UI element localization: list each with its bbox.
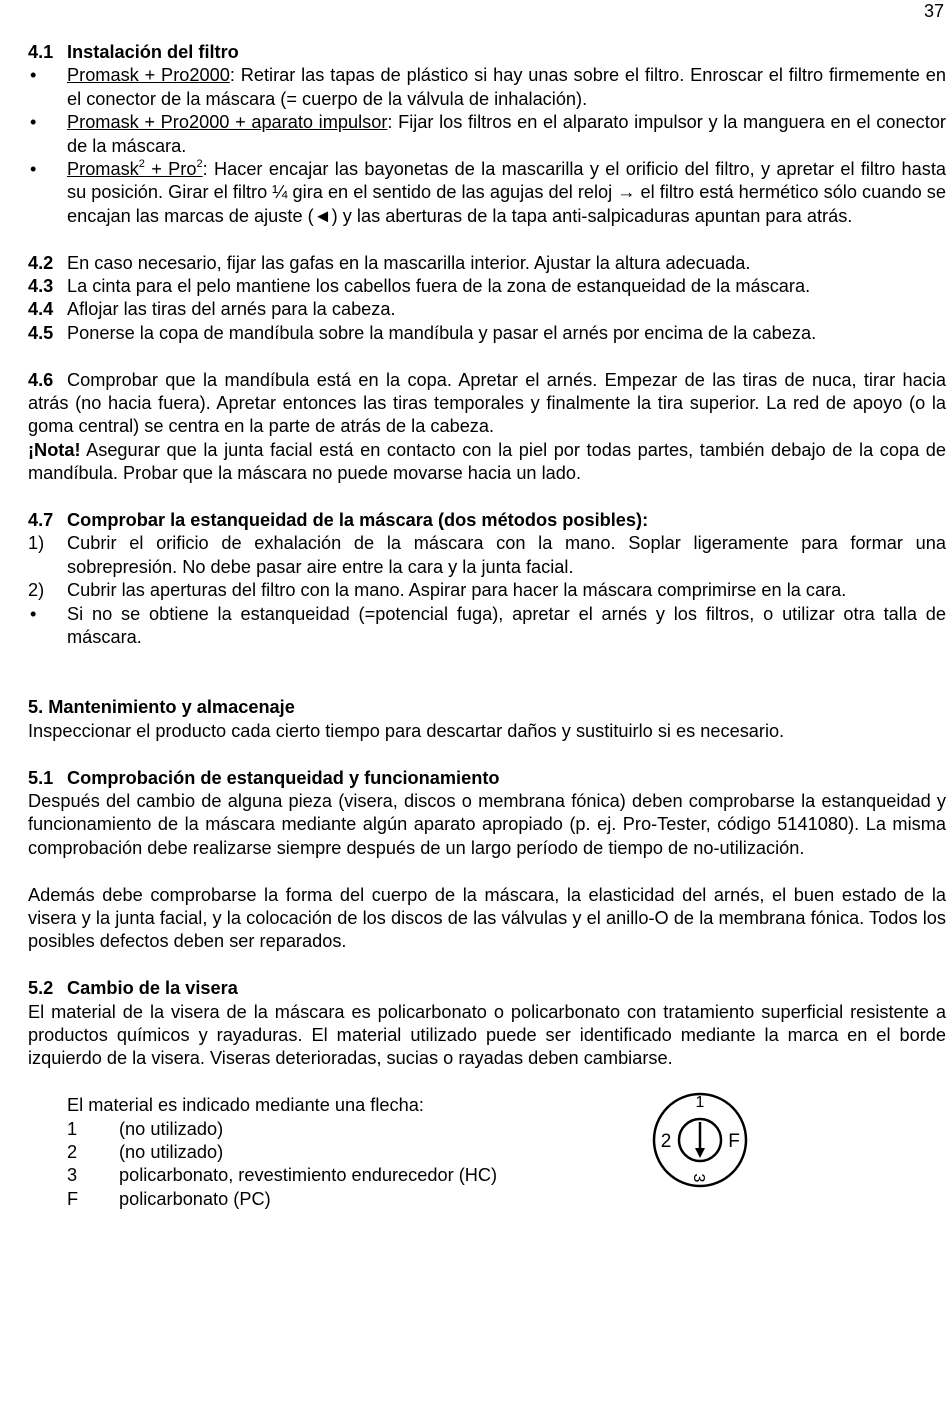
step-number: 4.3 bbox=[28, 276, 54, 297]
step-text: Ponerse la copa de mandíbula sobre la mandíbula y pasar el arnés por encima de la cabeza. bbox=[67, 322, 817, 343]
bullet-text: : Hacer encajar las bayonetas de la mascarilla y el orificio del filtro, y apretar el filtro hasta su posición. Girar el filtro ¼ gira en el sentido de las agujas del reloj → el filtro está hermético sólo cuando se encajan las marcas de ajuste (◄) y las aberturas de la tapa anti-salpicaduras apuntan para atrás. bbox=[67, 159, 946, 226]
step-4-4 bbox=[28, 298, 946, 321]
bullet-dot: • bbox=[30, 159, 37, 180]
bullet-text: Si no se obtiene la estanqueidad (=potencial fuga), apretar el arnés y los filtros, o utilizar otra talla de máscara. bbox=[67, 603, 946, 648]
legend-key: 2 bbox=[67, 1141, 78, 1162]
method-2 bbox=[28, 579, 946, 602]
legend-text: (no utilizado) bbox=[119, 1118, 224, 1139]
superscript: 2 bbox=[196, 157, 203, 170]
step-text: La cinta para el pelo mantiene los cabellos fuera de la zona de estanqueidad de la máscara. bbox=[67, 276, 811, 297]
legend-text: policarbonato, revestimiento endurecedor (HC) bbox=[119, 1165, 498, 1186]
bullet-dot: • bbox=[30, 65, 37, 86]
legend-text: policarbonato (PC) bbox=[119, 1188, 271, 1209]
dial-label-right: F bbox=[728, 1131, 740, 1152]
legend-intro: El material es indicado mediante una flecha: bbox=[67, 1095, 424, 1116]
step-text: Aflojar las tiras del arnés para la cabeza. bbox=[67, 299, 396, 320]
section-5-1-heading bbox=[28, 767, 946, 790]
legend-text: (no utilizado) bbox=[119, 1141, 224, 1162]
section-4-7-heading bbox=[28, 509, 946, 532]
note-label: ¡Nota! bbox=[28, 439, 81, 460]
legend-item bbox=[67, 1164, 946, 1187]
legend-item bbox=[67, 1188, 946, 1211]
chapter-5-text: Inspeccionar el producto cada cierto tiempo para descartar daños y sustituirlo si es necesario. bbox=[28, 720, 785, 741]
method-number: 2) bbox=[28, 580, 45, 601]
section-title: Instalación del filtro bbox=[67, 42, 239, 62]
section-number: 5.1 bbox=[28, 767, 54, 788]
bullet-item-promask-impulsor bbox=[28, 111, 946, 158]
material-legend bbox=[28, 1094, 946, 1211]
section-title: Comprobar la estanqueidad de la máscara (dos métodos posibles): bbox=[67, 510, 649, 531]
section-number: 4.7 bbox=[28, 510, 54, 531]
method-text: Cubrir el orificio de exhalación de la máscara con la mano. Soplar ligeramente para formar una sobrepresión. No debe pasar aire entre la cara y la junta facial. bbox=[67, 533, 946, 577]
bullet-text: : Fijar los filtros en el alparato impulsor y la manguera en el conector de la máscara. bbox=[67, 112, 946, 156]
bullet-label: Promask + Pro2000 bbox=[67, 65, 230, 86]
section-5-1-paragraph-1: Después del cambio de alguna pieza (visera, discos o membrana fónica) deben comprobarse la estanqueidad y funcionamiento de la máscara mediante algún aparato apropiado (p. ej. Pro-Tester, código 5141080). La misma comprobación debe realizarse siempre después de un largo período de tiempo de no-utilización. bbox=[28, 790, 946, 858]
step-text: Comprobar que la mandíbula está en la copa. Apretar el arnés. Empezar de las tiras de nuca, tirar hacia atrás (no hacia fuera). Apretar entonces las tiras temporales y finalmente la tira superior. La red de apoyo (o la goma central) se centra en la parte de atrás de la cabeza. bbox=[28, 369, 946, 437]
bullet-label: Promask + Pro2000 + aparato impulsor bbox=[67, 112, 388, 133]
bullet-dot: • bbox=[30, 603, 37, 624]
step-4-2 bbox=[28, 252, 946, 275]
section-5-2-paragraph: El material de la visera de la máscara es policarbonato o policarbonato con tratamiento superficial resistente a productos químicos y rayaduras. El material utilizado puede ser identificado mediante la marca en el borde izquierdo de la visera. Viseras deterioradas, sucias o rayadas deben cambiarse. bbox=[28, 1001, 946, 1069]
dial-label-bottom: 3 bbox=[690, 1173, 707, 1183]
page-number: 37 bbox=[923, 1, 944, 21]
bullet-item-leak bbox=[28, 603, 946, 650]
bullet-dot: • bbox=[30, 112, 37, 133]
step-4-3 bbox=[28, 275, 946, 298]
legend-item bbox=[67, 1141, 946, 1164]
bullet-item-promask-pro2000 bbox=[28, 64, 946, 111]
section-number: 5.2 bbox=[28, 978, 54, 999]
step-text: En caso necesario, fijar las gafas en la mascarilla interior. Ajustar la altura adecuada. bbox=[67, 252, 751, 273]
arrow-head-icon bbox=[695, 1148, 705, 1158]
section-title: Cambio de la visera bbox=[67, 978, 238, 999]
document-body bbox=[28, 41, 946, 1211]
label-part: + Pro bbox=[144, 159, 197, 180]
legend-key: 3 bbox=[67, 1165, 78, 1186]
method-1 bbox=[28, 532, 946, 579]
section-title: Comprobación de estanqueidad y funcionamiento bbox=[67, 767, 500, 788]
step-4-5 bbox=[28, 322, 946, 345]
method-number: 1) bbox=[28, 533, 45, 554]
section-5-2-heading bbox=[28, 977, 946, 1000]
step-number: 4.4 bbox=[28, 299, 54, 320]
section-4-1-heading bbox=[28, 41, 946, 64]
step-number: 4.5 bbox=[28, 322, 54, 343]
section-number: 4.1 bbox=[28, 42, 54, 62]
legend-key: F bbox=[67, 1188, 79, 1209]
label-part: Promask bbox=[67, 159, 139, 180]
note-paragraph bbox=[28, 439, 946, 486]
step-number: 4.6 bbox=[28, 369, 54, 390]
dial-label-left: 2 bbox=[660, 1131, 672, 1152]
section-5-1-paragraph-2: Además debe comprobarse la forma del cuerpo de la máscara, la elasticidad del arnés, el buen estado de la visera y la junta facial, y la colocación de los discos de las válvulas y el anillo-O de la membrana fónica. Todos los posibles defectos deben ser reparados. bbox=[28, 884, 946, 952]
step-number: 4.2 bbox=[28, 252, 54, 273]
bullet-label bbox=[67, 159, 203, 179]
bullet-item-promask2-pro2 bbox=[28, 158, 946, 228]
method-text: Cubrir las aperturas del filtro con la mano. Aspirar para hacer la máscara comprimirse en la cara. bbox=[67, 580, 847, 601]
dial-label-top: 1 bbox=[695, 1094, 705, 1111]
chapter-5-heading: 5. Mantenimiento y almacenaje bbox=[28, 697, 295, 718]
material-dial-icon bbox=[650, 1090, 750, 1190]
step-4-6 bbox=[28, 369, 946, 439]
legend-key: 1 bbox=[67, 1118, 78, 1139]
superscript: 2 bbox=[138, 157, 145, 170]
legend-item bbox=[67, 1118, 946, 1141]
note-text: Asegurar que la junta facial está en contacto con la piel por todas partes, también debajo de la copa de mandíbula. Probar que la máscara no puede movarse hacia un lado. bbox=[28, 439, 946, 484]
bullet-text: : Retirar las tapas de plástico si hay unas sobre el filtro. Enroscar el filtro firmemente en el conector de la máscara (= cuerpo de la válvula de inhalación). bbox=[67, 65, 946, 109]
